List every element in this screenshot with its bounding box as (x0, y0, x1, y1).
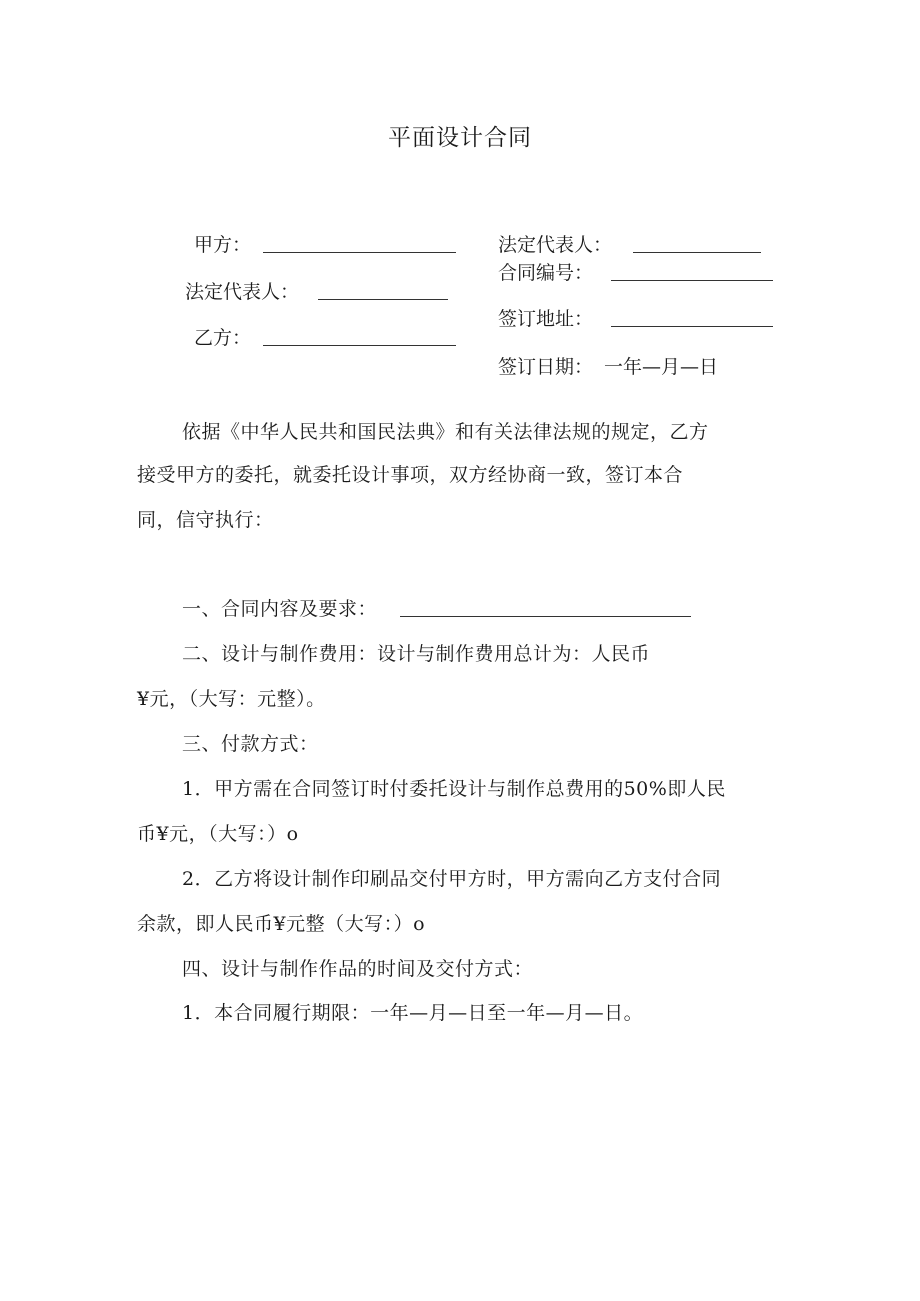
party-b-blank[interactable] (263, 345, 456, 346)
clause-3-1-line-1: 1．甲方需在合同签订时付委托设计与制作总费用的50%即人民 (182, 778, 726, 800)
party-a-blank[interactable] (263, 252, 456, 253)
legal-rep-right-blank[interactable] (633, 252, 761, 253)
clause-3-1-line-2: 币¥元，（大写：）o (137, 823, 299, 845)
clause-3-2-line-1: 2．乙方将设计制作印刷品交付甲方时，甲方需向乙方支付合同 (182, 868, 722, 890)
clause-3-label: 三、付款方式： (182, 733, 319, 755)
clause-2-line-2: ¥元，（大写：元整）。 (137, 688, 326, 710)
sign-place-blank[interactable] (611, 326, 773, 327)
clause-4-1: 1．本合同履行期限：一年—月—日至一年—月—日。 (182, 1002, 644, 1024)
legal-rep-right-label: 法定代表人： (498, 234, 613, 256)
clause-2-line-1: 二、设计与制作费用：设计与制作费用总计为：人民币 (182, 643, 651, 665)
party-a-label: 甲方： (194, 234, 252, 256)
preamble-line-1: 依据《中华人民共和国民法典》和有关法律法规的规定，乙方 (182, 421, 709, 443)
sign-place-label: 签订地址： (498, 308, 594, 330)
clause-1-label: 一、合同内容及要求： (182, 598, 378, 620)
clause-3-2-line-2: 余款，即人民币¥元整（大写：）o (137, 913, 426, 935)
legal-rep-left-blank[interactable] (318, 299, 448, 300)
preamble-line-2: 接受甲方的委托，就委托设计事项，双方经协商一致，签订本合 (137, 464, 684, 486)
clause-1-blank[interactable] (400, 616, 691, 617)
party-b-label: 乙方： (194, 327, 252, 349)
contract-number-label: 合同编号： (498, 262, 594, 284)
contract-number-blank[interactable] (611, 280, 773, 281)
clause-4-label: 四、设计与制作作品的时间及交付方式： (182, 958, 534, 980)
legal-rep-left-label: 法定代表人： (185, 281, 300, 303)
sign-date-value: 一年—月—日 (604, 356, 719, 378)
preamble-line-3: 同，信守执行： (137, 509, 274, 531)
sign-date-label: 签订日期： (498, 356, 594, 378)
page-title: 平面设计合同 (388, 125, 532, 151)
